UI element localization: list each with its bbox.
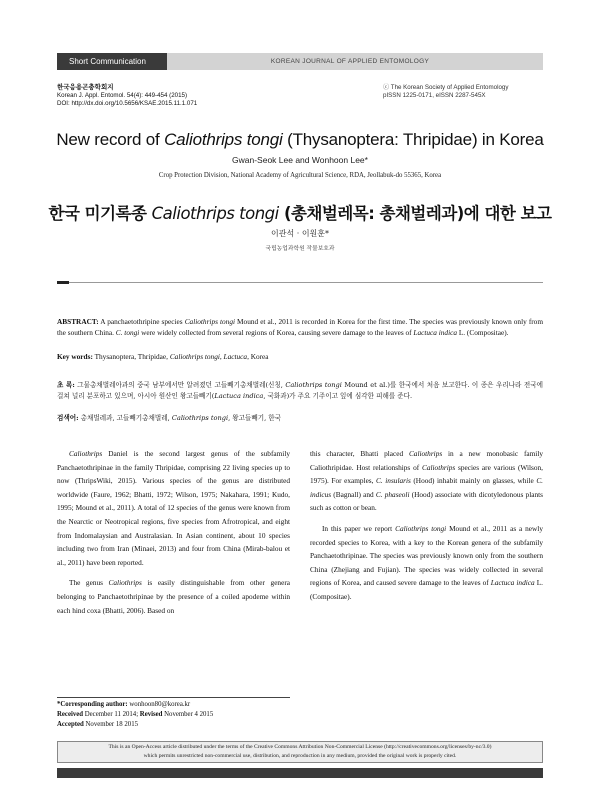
- paragraph-text: (Hood) associate with dicotyledonous plants such as cotton or bean.: [310, 489, 543, 513]
- corresponding-label: *Corresponding author:: [57, 701, 128, 708]
- keywords-species: Caliothrips tongi: [169, 352, 220, 361]
- paragraph-text: The genus: [69, 578, 109, 588]
- license-box: [57, 741, 543, 763]
- paragraph-text: L. (Compositae).: [310, 578, 544, 601]
- abstract-text: Mound et al., 2011 is recorded in Korea for the first time. The species was previously known only from the southern China.: [57, 317, 544, 337]
- abstract-text: L. (Compositae).: [457, 327, 509, 337]
- species-name: C. indicus: [310, 476, 544, 499]
- paragraph-text: in a new monobasic family Caliothripidae. Host relationships of: [310, 449, 543, 472]
- abstract-kr-species: Caliothrips tongi: [285, 381, 342, 389]
- abstract-label: ABSTRACT:: [57, 317, 99, 326]
- abstract-kr-species: Lactuca indica: [214, 392, 264, 400]
- corresponding-author: [57, 700, 357, 710]
- copyright-block: [383, 84, 543, 100]
- journal-name-kr: 한국응용곤충학회지: [57, 84, 114, 91]
- issn: pISSN 1225-0171, eISSN 2287-545X: [383, 92, 486, 99]
- paragraph: [57, 576, 290, 617]
- footnote-divider: [57, 697, 290, 698]
- keywords: [57, 352, 543, 362]
- title-kr-part: 한국 미기록종: [48, 204, 152, 223]
- doi-link[interactable]: DOI: http://dx.doi.org/10.5656/KSAE.2015.11.1.071: [57, 100, 198, 107]
- accepted-label: Accepted: [57, 721, 84, 728]
- keywords-species: Lactuca: [223, 352, 248, 361]
- authors-kr: 이관석 · 이원훈*: [271, 229, 329, 238]
- body-column-left: [57, 447, 290, 624]
- title-en-part: New record of: [56, 130, 165, 149]
- paragraph-text: In this paper we report: [322, 523, 396, 533]
- divider: [57, 282, 543, 283]
- revised-date: November 4 2015: [162, 711, 214, 718]
- species-name: C. insularis: [376, 476, 411, 486]
- abstract-kr-text: 그물총채벌레아과의 중국 남부에서만 알려졌던 고들빼기총채벌레(신칭,: [74, 381, 286, 389]
- journal-name: KOREAN JOURNAL OF APPLIED ENTOMOLOGY: [270, 58, 430, 65]
- footer-band: [57, 768, 543, 778]
- abstract-kr-text: Mound et al.)를 한국에서 처음 보고한다. 이 종은 우리나라 전국에 걸쳐 널리 분포하고 있으며, 아시아 원산인 왕고들빼기(: [57, 381, 543, 400]
- paragraph-text: Daniel is the second largest genus of the subfamily Panchaetothripinae in the family Thripidae, comprising 22 living species up to now (ThripsWiki, 2015). Various species of the genus are distributed worldwide (Faure, 1962; Bhatti, 1972; Wilson, 1975; Nakahara, 1991; Kudo, 1995; Mound et al., 2011). A total of 12 species of the genus were known from the Nearctic or Neotropical regions, five species from Afrotropical, and eight from Indomalaysian and Australasian. In Asian continent, about 10 species including two from Iran (Minaei, 2013) and four from China (Mirab-balou et al., 2011) have been reported.: [57, 449, 290, 567]
- abstract-kr-label: 초 록:: [57, 381, 75, 389]
- title-kr-part: (총채벌레목: 총채벌레과)에 대한 보고: [278, 204, 552, 223]
- title-kr: [0, 200, 600, 224]
- genus-name: Caliothrips: [108, 578, 142, 588]
- license-line: which permits unrestricted non-commercial use, distribution, and reproduction in any medium, provided the original work is properly cited.: [143, 753, 457, 759]
- received-date: December 11 2014;: [83, 711, 140, 718]
- keywords-text: Thysanoptera, Thripidae,: [92, 352, 170, 361]
- accepted-date: November 18 2015: [83, 721, 138, 728]
- corresponding-email[interactable]: wonhoon80@korea.kr: [127, 701, 191, 708]
- abstract-text: A panchaetothripine species: [98, 317, 185, 326]
- paragraph: [310, 447, 543, 515]
- license-line: This is an Open-Access article distributed under the terms of the Creative Commons Attribution Non-Commercial License (http://creativecommons.org/licenses/by-nc/3.0): [108, 744, 492, 750]
- body-column-right: [310, 447, 543, 611]
- species-name: Caliothrips tongi: [395, 523, 447, 533]
- paragraph: [310, 522, 543, 604]
- keywords-kr-label: 검색어:: [57, 414, 79, 422]
- keywords-kr-text: , 왕고들빼기, 한국: [228, 414, 282, 422]
- keywords-label: Key words:: [57, 352, 93, 361]
- genus-name: Caliothrips: [69, 449, 103, 458]
- abstract-kr-text: , 국화과)가 주요 기주이고 잎에 심각한 피해를 준다.: [263, 392, 413, 400]
- keywords-kr: [57, 413, 543, 423]
- dates-line: [57, 710, 357, 720]
- species-name: C. phaseoli: [375, 489, 410, 499]
- affiliation-en: Crop Protection Division, National Academy of Agricultural Science, RDA, Jeollabuk-do 55365, Korea: [158, 172, 442, 179]
- abstract: [57, 317, 543, 338]
- section-label: Short Communication: [57, 53, 167, 70]
- abstract-kr: [57, 380, 543, 402]
- paragraph-text: species are various (Wilson, 1975). For examples,: [310, 462, 543, 486]
- footnotes: [57, 700, 357, 730]
- citation-block: [57, 84, 197, 108]
- title-en: [0, 130, 600, 150]
- species-name: Lactuca indica: [490, 578, 535, 588]
- paragraph-text: is easily distinguishable from other genera belonging to Panchaetothripinae by the presence of a coiled apodeme within each hind coxa (Bhatti, 2006). Based on: [57, 578, 290, 615]
- copyright: ⓒ The Korean Society of Applied Entomology: [383, 84, 509, 91]
- paragraph-text: this character, Bhatti placed: [310, 449, 409, 458]
- authors-en: Gwan-Seok Lee and Wonhoon Lee*: [232, 155, 368, 165]
- accepted-line: [57, 720, 357, 730]
- abstract-text: were widely collected from several regions of Korea, causing severe damage to the leaves of: [139, 327, 414, 337]
- abstract-species: Lactuca indica: [413, 327, 457, 337]
- paragraph-text: Mound et al., 2011 as a newly recorded species to Korea, with a key to the Korean genera of the subfamily Panchaetothripinae. The species was previously known only from the southern China (Zhejiang and Fujian). The species was widely collected in several regions of Korea, and caused severe damage to the leaves of: [310, 523, 543, 588]
- citation: Korean J. Appl. Entomol. 54(4): 449-454 (2015): [57, 92, 188, 99]
- affiliation-kr: 국립농업과학원 작물보호과: [265, 246, 335, 252]
- divider-mark: [57, 281, 69, 284]
- received-label: Received: [57, 711, 84, 718]
- keywords-text: ,: [219, 352, 224, 361]
- keywords-kr-text: 총채벌레과, 고들빼기총채벌레,: [78, 414, 172, 422]
- genus-name: Caliothrips: [421, 462, 456, 472]
- keywords-kr-species: Caliothrips tongi: [171, 414, 229, 422]
- title-kr-species: Caliothrips tongi: [151, 204, 279, 223]
- title-en-species: Caliothrips tongi: [164, 130, 283, 149]
- paragraph: [57, 447, 290, 569]
- revised-label: Revised: [139, 711, 163, 718]
- abstract-species: Caliothrips tongi: [184, 317, 235, 326]
- abstract-species: C. tongi: [115, 327, 140, 337]
- title-en-part: (Thysanoptera: Thripidae) in Korea: [282, 130, 544, 149]
- paragraph-text: (Hood) inhabit mainly on glasses, while: [410, 476, 537, 486]
- keywords-text: , Korea: [247, 352, 269, 361]
- genus-name: Caliothrips: [408, 449, 443, 458]
- paragraph-text: (Bagnall) and: [331, 489, 376, 499]
